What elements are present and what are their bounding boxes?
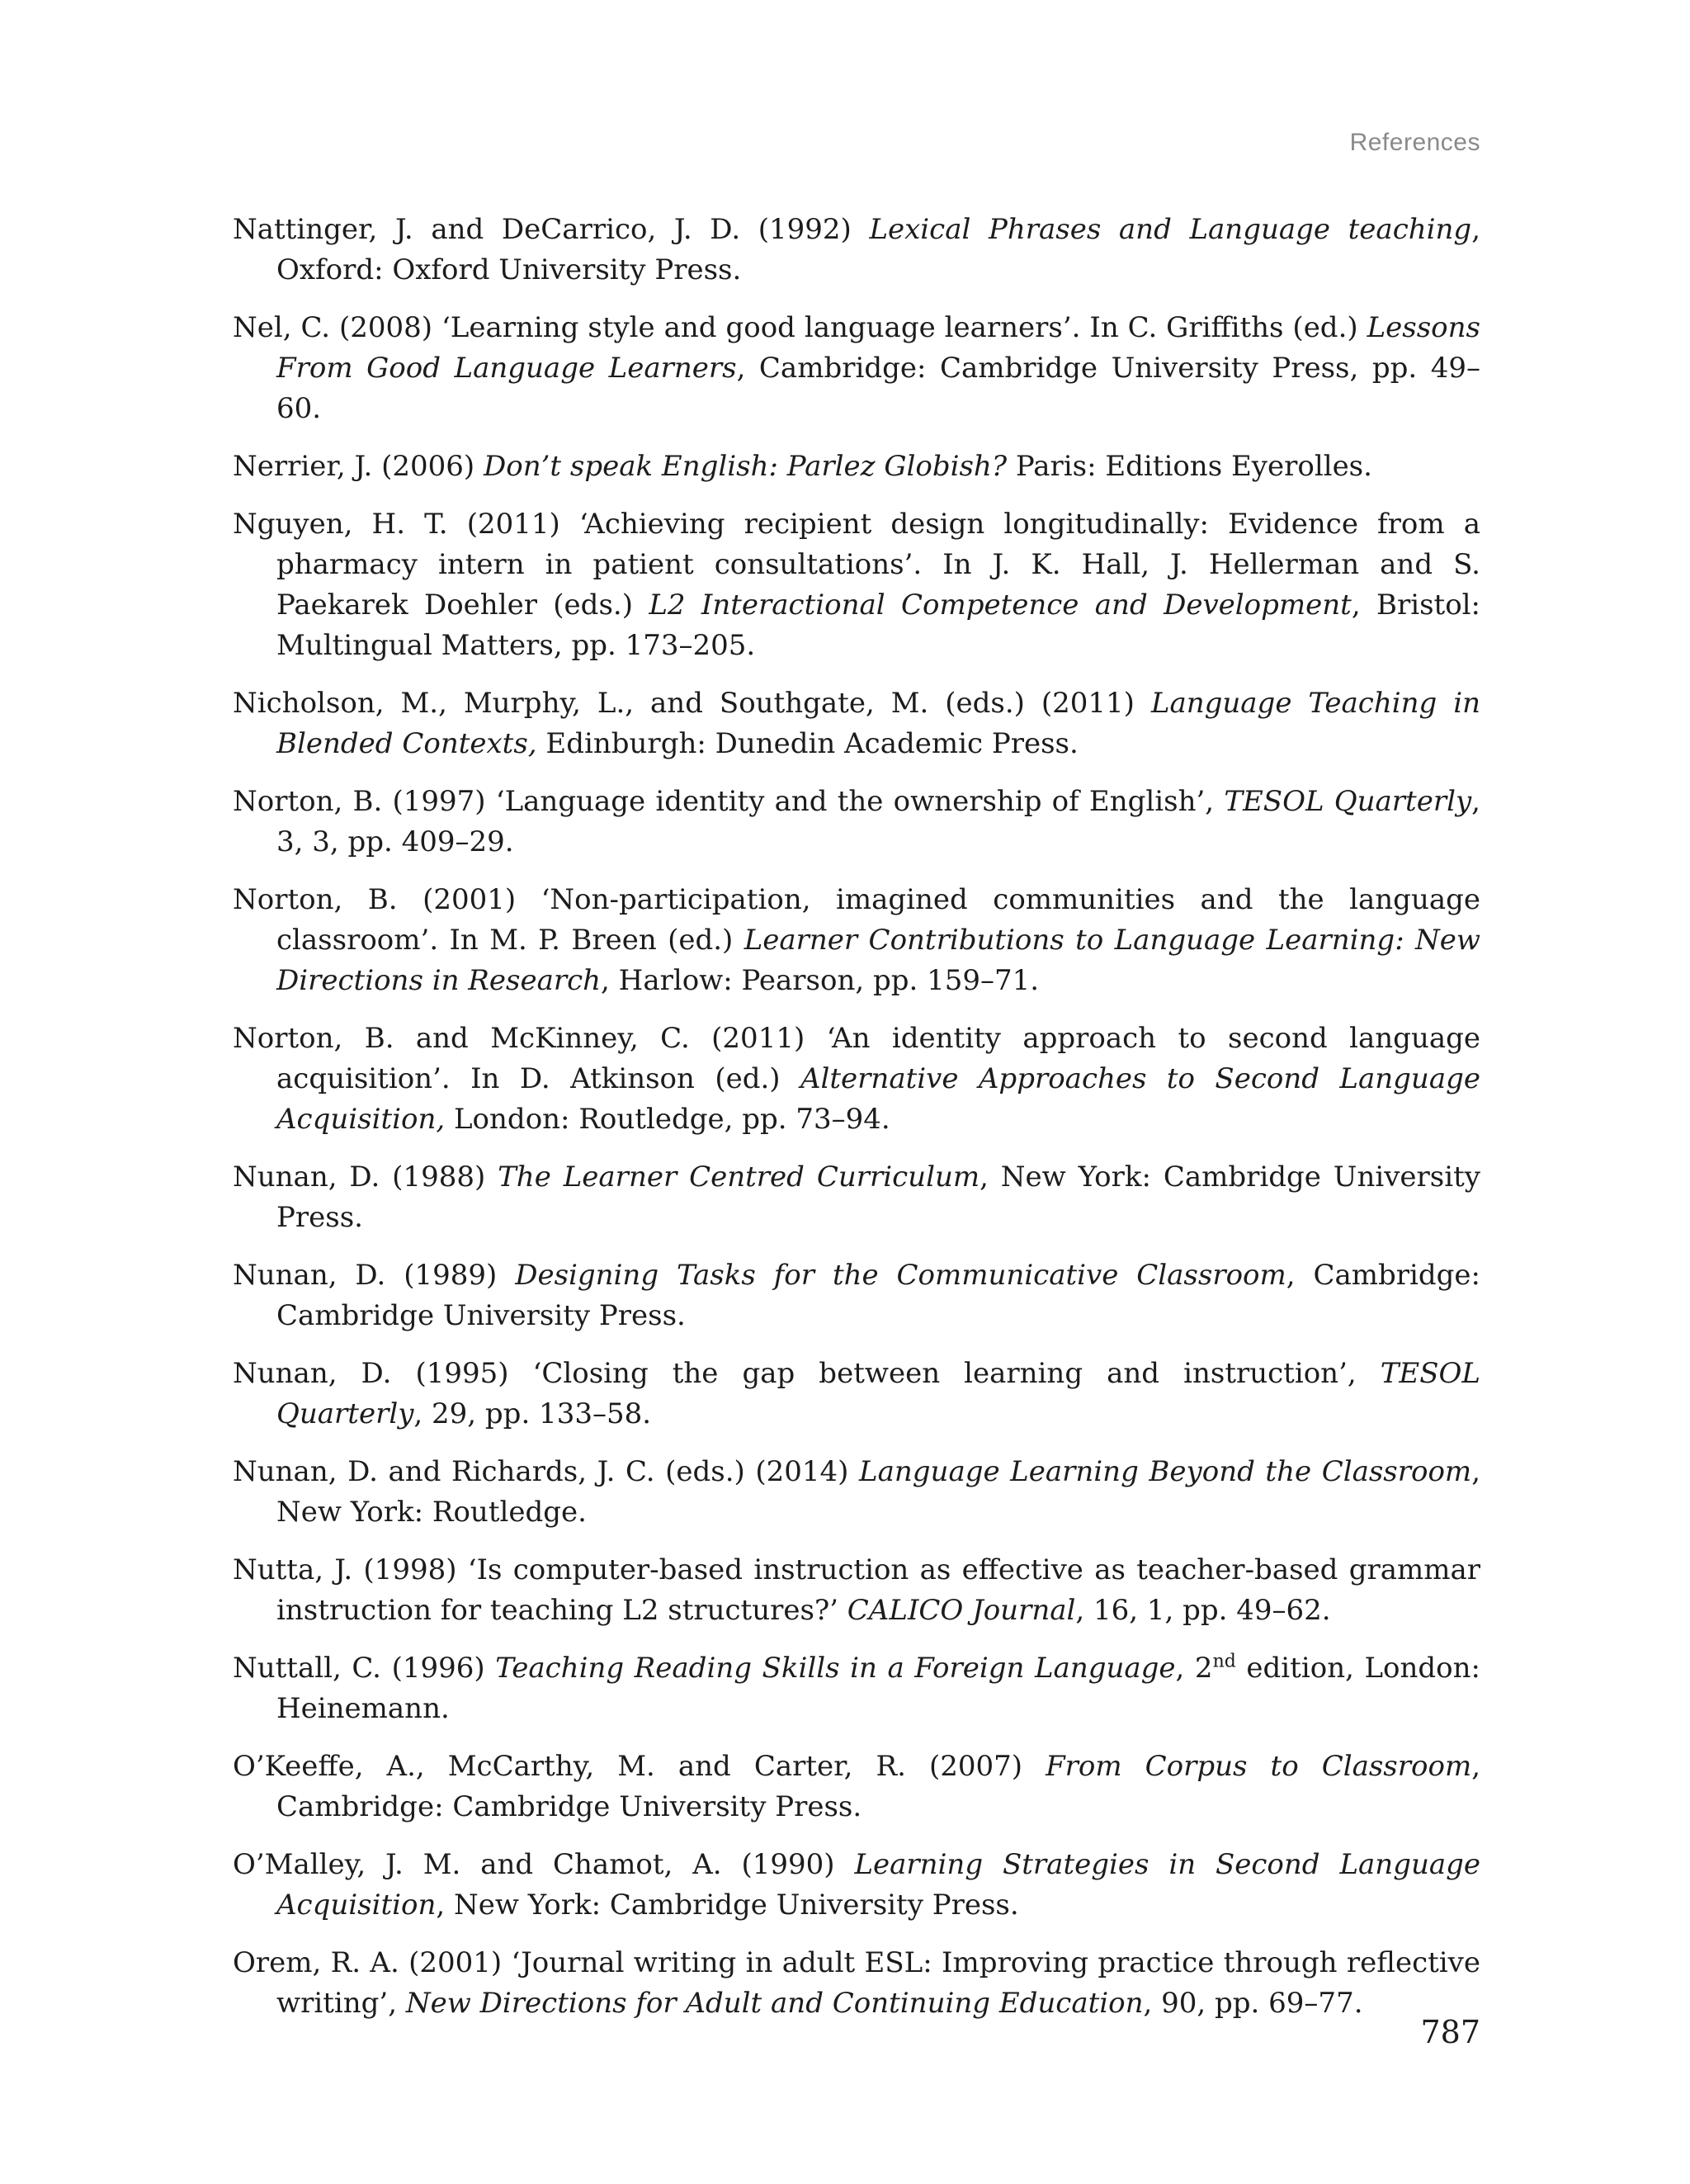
reference-title: TESOL Quarterly (276, 1357, 1480, 1430)
reference-authors-year: Nguyen, H. T. (2011) ‘Achieving recipient design longitudinally: Evidence from a pharmacy intern in patient consultations’. In J. K. Hall, J. Hellerman and S. Paekarek Doehler (eds.) (233, 508, 1480, 622)
reference-title: From Corpus to Classroom (1046, 1750, 1472, 1783)
reference-publication: , Cambridge: Cambridge University Press, pp. 49–60. (276, 352, 1480, 425)
reference-entry (233, 1354, 1480, 1435)
reference-entry (233, 1019, 1480, 1140)
reference-authors-year: Nattinger, J. and DeCarrico, J. D. (1992) (233, 213, 870, 246)
reference-title: Language Teaching in Blended Contexts, (276, 687, 1480, 760)
reference-authors-year: Norton, B. (2001) ‘Non-participation, imagined communities and the language classroom’. In M. P. Breen (ed.) (233, 883, 1480, 957)
reference-publication: , New York: Routledge. (276, 1455, 1480, 1529)
reference-authors-year: O’Keeffe, A., McCarthy, M. and Carter, R. (2007) (233, 1750, 1046, 1783)
reference-publication: , 16, 1, pp. 49–62. (1075, 1594, 1331, 1627)
reference-authors-year: O’Malley, J. M. and Chamot, A. (1990) (233, 1848, 855, 1881)
reference-entry (233, 880, 1480, 1001)
reference-authors-year: Norton, B. (1997) ‘Language identity and the ownership of English’, (233, 785, 1225, 818)
reference-authors-year: Nel, C. (2008) ‘Learning style and good language learners’. In C. Griffiths (ed.) (233, 311, 1367, 344)
reference-entry (233, 1157, 1480, 1238)
reference-publication: , 29, pp. 133–58. (413, 1397, 652, 1430)
page-number: 787 (1420, 2014, 1480, 2050)
reference-title: Teaching Reading Skills in a Foreign Language (495, 1652, 1176, 1685)
reference-authors-year: Nunan, D. (1988) (233, 1161, 498, 1194)
reference-entry (233, 1255, 1480, 1336)
reference-title: New Directions for Adult and Continuing Education (405, 1987, 1144, 2020)
reference-publication: , Cambridge: Cambridge University Press. (276, 1259, 1481, 1332)
reference-title: Alternative Approaches to Second Language Acquisition, (276, 1062, 1480, 1136)
reference-entry (233, 782, 1480, 863)
reference-publication: Edinburgh: Dunedin Academic Press. (536, 727, 1079, 760)
reference-title: Designing Tasks for the Communicative Classroom (515, 1259, 1286, 1292)
reference-edition-number: , 2 (1175, 1652, 1213, 1685)
reference-title: Lessons From Good Language Learners (276, 311, 1480, 385)
reference-publication: , Oxford: Oxford University Press. (276, 213, 1480, 286)
reference-title: L2 Interactional Competence and Development (649, 589, 1352, 622)
reference-authors-year: Orem, R. A. (2001) ‘Journal writing in adult ESL: Improving practice through reflective writing’, (233, 1946, 1480, 2020)
reference-entry (233, 1648, 1480, 1729)
reference-entry (233, 1747, 1480, 1827)
reference-publication: , New York: Cambridge University Press. (276, 1161, 1480, 1234)
reference-entry (233, 210, 1480, 291)
reference-publication: edition, London: Heinemann. (276, 1652, 1481, 1725)
reference-authors-year: Nutta, J. (1998) ‘Is computer-based instruction as effective as teacher-based grammar instruction for teaching L2 structures?’ (233, 1553, 1480, 1627)
running-head: References (1349, 129, 1480, 156)
reference-authors-year: Nunan, D. (1989) (233, 1259, 516, 1292)
reference-entry (233, 447, 1480, 487)
reference-title: Learner Contributions to Language Learning: New Directions in Research (276, 924, 1480, 997)
reference-title: Learning Strategies in Second Language Acquisition (276, 1848, 1481, 1922)
reference-title: The Learner Centred Curriculum (498, 1161, 980, 1194)
reference-entry (233, 1943, 1480, 2024)
reference-publication: , Bristol: Multingual Matters, pp. 173–205. (276, 589, 1480, 662)
reference-authors-year: Nuttall, C. (1996) (233, 1652, 496, 1685)
reference-list (233, 210, 1480, 2041)
reference-title: CALICO Journal (847, 1594, 1076, 1627)
reference-authors-year: Norton, B. and McKinney, C. (2011) ‘An identity approach to second language acquisition’. In D. Atkinson (ed.) (233, 1022, 1480, 1095)
reference-publication: Paris: Editions Eyerolles. (1007, 450, 1372, 483)
reference-entry (233, 308, 1480, 429)
reference-title: Don’t speak English: Parlez Globish? (483, 450, 1008, 483)
reference-publication: , Cambridge: Cambridge University Press. (276, 1750, 1480, 1823)
reference-entry (233, 1452, 1480, 1533)
reference-publication: London: Routledge, pp. 73–94. (445, 1103, 890, 1136)
reference-entry (233, 1845, 1480, 1926)
reference-authors-year: Nerrier, J. (2006) (233, 450, 484, 483)
reference-entry (233, 683, 1480, 764)
reference-authors-year: Nunan, D. (1995) ‘Closing the gap between learning and instruction’, (233, 1357, 1381, 1390)
reference-title: Lexical Phrases and Language teaching (869, 213, 1472, 246)
reference-publication: , New York: Cambridge University Press. (436, 1889, 1019, 1922)
ordinal-suffix: nd (1212, 1651, 1236, 1672)
reference-authors-year: Nicholson, M., Murphy, L., and Southgate, M. (eds.) (2011) (233, 687, 1151, 720)
reference-title: Language Learning Beyond the Classroom (859, 1455, 1472, 1488)
reference-publication: , Harlow: Pearson, pp. 159–71. (601, 964, 1040, 997)
reference-entry (233, 504, 1480, 666)
reference-authors-year: Nunan, D. and Richards, J. C. (eds.) (2014) (233, 1455, 860, 1488)
reference-publication: , 3, 3, pp. 409–29. (276, 785, 1480, 858)
reference-entry (233, 1550, 1480, 1631)
reference-title: TESOL Quarterly (1224, 785, 1472, 818)
reference-publication: , 90, pp. 69–77. (1143, 1987, 1363, 2020)
